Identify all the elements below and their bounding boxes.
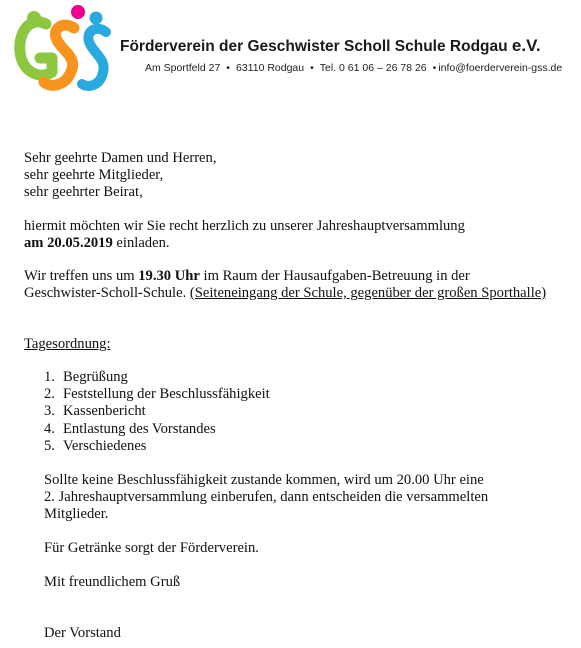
drinks-note: Für Getränke sorgt der Förderverein. <box>44 540 259 556</box>
agenda-item: 3. Kassenbericht <box>44 403 146 420</box>
quorum-line-1: Sollte keine Beschlussfähigkeit zustande kommen, wird um 20.00 Uhr eine <box>44 472 484 488</box>
agenda-item: 5. Verschiedenes <box>44 437 147 454</box>
agenda-list <box>44 369 270 455</box>
meeting-line-2: Geschwister-Scholl-Schule. <box>24 285 190 301</box>
agenda-item: 4. Entlastung des Vorstandes <box>44 420 216 437</box>
meeting-time: 19.30 Uhr <box>138 268 200 284</box>
agenda-item: 2. Feststellung der Beschlussfähigkeit <box>44 386 270 403</box>
meeting-line-1b: im Raum der Hausaufgaben-Betreuung in der <box>199 268 470 284</box>
organization-name-text: Förderverein der Geschwister Scholl Schule Rodgau <box>120 38 508 55</box>
closing-greeting: Mit freundlichem Gruß <box>44 574 181 590</box>
signature: Der Vorstand <box>44 625 121 641</box>
organization-name <box>120 36 541 56</box>
meeting-line-1a: Wir treffen uns um <box>24 268 139 284</box>
invitation-paragraph <box>24 218 564 252</box>
quorum-paragraph <box>44 472 581 523</box>
address-line: Am Sportfeld 27 • 63110 Rodgau • Tel. 0 61 06 – 26 78 26 • info@foerderverein-gss.de <box>145 62 563 74</box>
gss-logo <box>12 2 116 102</box>
agenda-item: 1. Begrüßung <box>44 369 128 385</box>
meeting-paragraph <box>24 268 564 302</box>
street: Am Sportfeld 27 <box>145 62 221 74</box>
salutation <box>24 150 564 201</box>
quorum-line-3: Mitglieder. <box>44 506 109 522</box>
invitation-line-1: hiermit möchten wir Sie recht herzlich zu unserer Jahreshauptversammlung <box>24 218 465 234</box>
invitation-line-2: einladen. <box>112 235 170 251</box>
greeting-line-2: sehr geehrte Mitglieder, <box>24 167 164 183</box>
agenda-title: Tagesordnung: <box>24 336 111 352</box>
greeting-line-1: Sehr geehrte Damen und Herren, <box>24 150 217 166</box>
phone: Tel. 0 61 06 – 26 78 26 <box>319 62 427 74</box>
city: 63110 Rodgau <box>235 62 305 74</box>
email-link[interactable]: info@foerderverein-gss.de <box>438 62 563 74</box>
greeting-line-3: sehr geehrter Beirat, <box>24 184 143 200</box>
meeting-date: am 20.05.2019 <box>24 235 113 251</box>
quorum-line-2: 2. Jahreshauptversammlung einberufen, dann entscheiden die versammelten <box>44 489 489 505</box>
entrance-note: (Seiteneingang der Schule, gegenüber der großen Sporthalle) <box>189 285 547 301</box>
organization-suffix: e.V. <box>511 36 541 55</box>
